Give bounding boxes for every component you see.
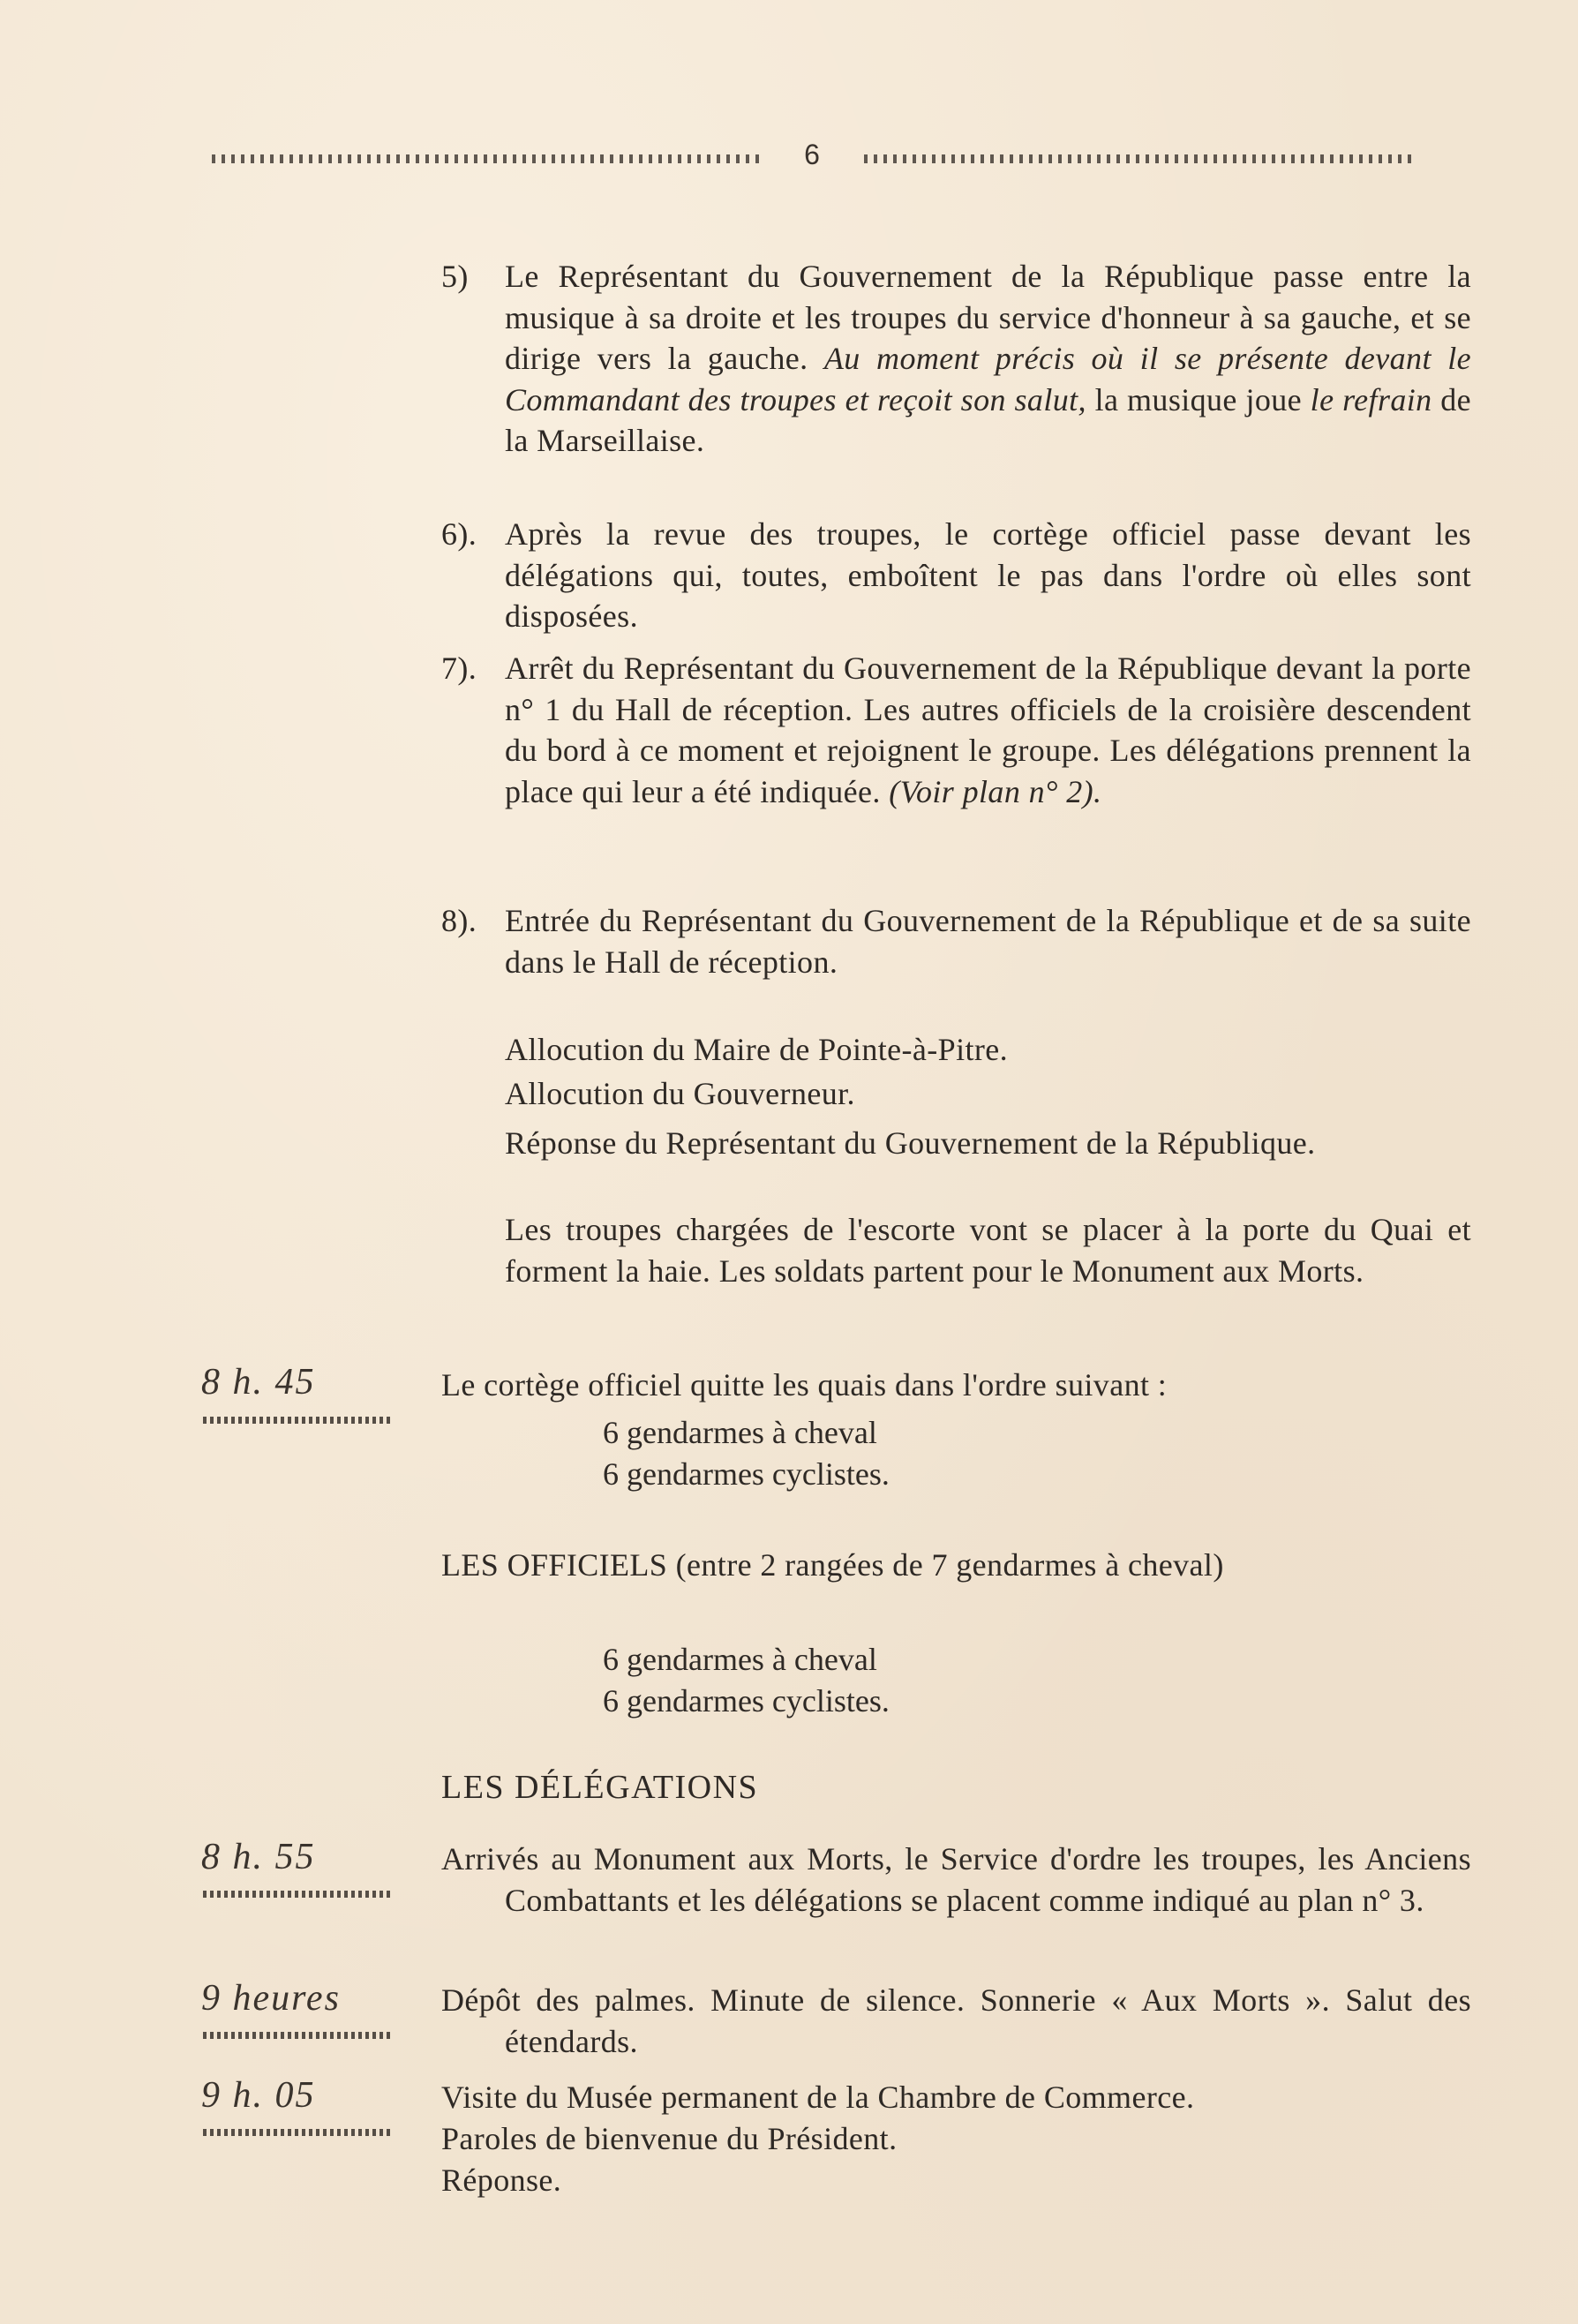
schedule-text: Le cortège officiel quitte les quais dans l'ordre suivant :	[441, 1367, 1168, 1403]
item-text-italic: (Voir plan n° 2).	[889, 773, 1102, 809]
item-text: Le Représentant du Gouvernement de la République passe entre la musique à sa droite et les troupes du service d'honneur à sa gauche, et se dirige vers la gauche.	[505, 259, 1471, 376]
item-text: de la Marseillaise.	[505, 381, 1471, 458]
officials-heading: LES OFFICIELS (entre 2 rangées de 7 gendarmes à cheval)	[441, 1547, 1224, 1583]
schedule-line: Réponse.	[441, 2162, 562, 2198]
item-text-italic: le refrain	[1310, 381, 1432, 417]
schedule-line: Paroles de bienvenue du Président.	[441, 2121, 898, 2156]
schedule-text: Dépôt des palmes. Minute de silence. Sonnerie « Aux Morts ». Salut des étendards.	[441, 1982, 1471, 2059]
escort-list-item: 6 gendarmes cyclistes.	[603, 1682, 890, 1719]
item-8-line: Les troupes chargées de l'escorte vont se placer à la porte du Quai et forment la haie. Les soldats partent pour le Monument aux Morts.	[505, 1212, 1471, 1289]
item-8-line: Allocution du Gouverneur.	[505, 1076, 855, 1111]
escort-list-item: 6 gendarmes à cheval	[603, 1415, 877, 1450]
item-6	[441, 514, 1471, 637]
item-text: la musique joue	[1086, 381, 1311, 417]
item-text-italic: Au moment précis où il se présente devant le Commandant des troupes et reçoit son salut,	[505, 341, 1471, 417]
schedule-text: Visite du Musée permanent de la Chambre de Commerce.	[441, 2080, 1195, 2115]
item-text: Arrêt du Représentant du Gouvernement de la République devant la porte n° 1 du Hall de réception. Les autres officiels de la croisière descendent du bord à ce moment et rejoignent le groupe. Les délégations prennent la place qui leur a été indiquée.	[505, 651, 1471, 809]
header-rule-left	[212, 154, 760, 163]
item-number: 8).	[441, 903, 477, 938]
schedule-text: Arrivés au Monument aux Morts, le Service d'ordre les troupes, les Anciens Combattants et les délégations se placent comme indiqué au plan n° 3.	[441, 1841, 1471, 1918]
delegations-heading: LES DÉLÉGATIONS	[441, 1769, 759, 1806]
time-rule	[203, 1417, 394, 1424]
time-rule	[203, 2032, 394, 2039]
officials-escort-list	[603, 1639, 890, 1721]
header-rule-right	[864, 154, 1412, 163]
time-label: 8 h. 45	[201, 1362, 316, 1403]
time-label: 8 h. 55	[201, 1837, 316, 1877]
escort-list	[603, 1412, 890, 1494]
time-label: 9 heures	[201, 1978, 341, 2019]
time-rule	[203, 1891, 394, 1898]
escort-list-item: 6 gendarmes cyclistes.	[603, 1455, 890, 1492]
page-number: 6	[804, 138, 820, 170]
item-text: Après la revue des troupes, le cortège officiel passe devant les délégations qui, toutes, emboîtent le pas dans l'ordre où elles sont disposées.	[505, 516, 1471, 634]
item-number: 6).	[441, 516, 477, 552]
escort-list-item: 6 gendarmes à cheval	[603, 1642, 877, 1677]
page-header	[212, 137, 1412, 172]
item-8-line: Réponse du Représentant du Gouvernement de la République.	[505, 1125, 1316, 1161]
time-label: 9 h. 05	[201, 2075, 316, 2116]
item-8-line: Allocution du Maire de Pointe-à-Pitre.	[505, 1032, 1009, 1067]
item-text: Entrée du Représentant du Gouvernement de la République et de sa suite dans le Hall de réception.	[505, 903, 1471, 980]
time-rule	[203, 2129, 394, 2136]
item-number: 7).	[441, 651, 477, 686]
item-number: 5)	[441, 259, 469, 294]
item-5	[441, 256, 1471, 462]
item-8	[441, 900, 1471, 982]
item-7	[441, 648, 1471, 812]
